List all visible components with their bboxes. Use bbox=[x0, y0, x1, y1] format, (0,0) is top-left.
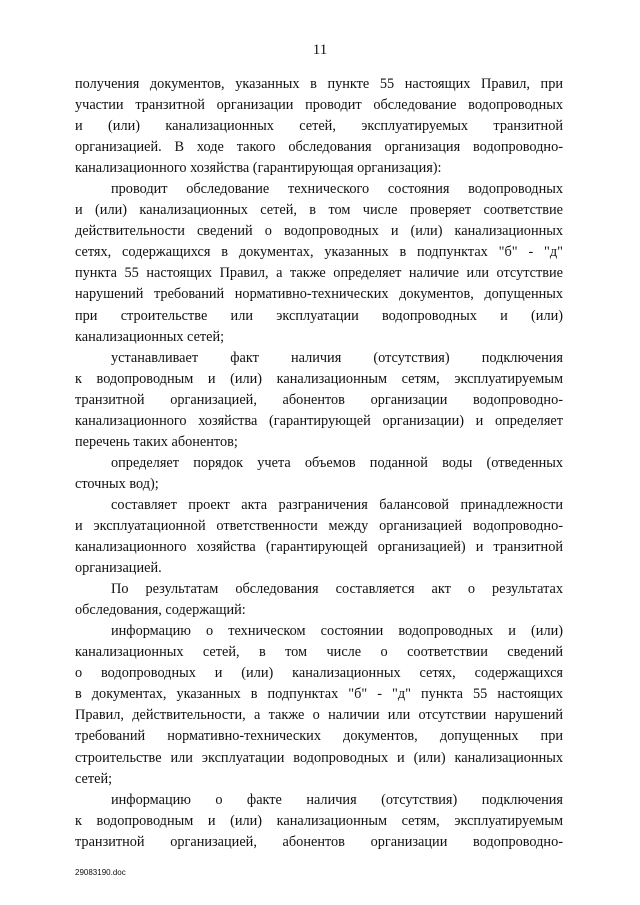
text-line: строительстве или эксплуатации водопроводных и (или) канализационных bbox=[75, 749, 563, 766]
text-line: сетей; bbox=[75, 770, 113, 787]
text-line: нарушений требований нормативно-технических документов, допущенных bbox=[75, 286, 563, 303]
text-line: к водопроводным и (или) канализационным сетям, эксплуатируемым bbox=[75, 370, 563, 387]
text-line: составляет проект акта разграничения балансовой принадлежности bbox=[111, 496, 563, 513]
text-line: о водопроводных и (или) канализационных сетях, содержащихся bbox=[75, 665, 563, 682]
text-line: определяет порядок учета объемов поданной воды (отведенных bbox=[111, 454, 563, 471]
text-line: и (или) канализационных сетей, эксплуатируемых транзитной bbox=[75, 118, 563, 135]
text-line: обследования, содержащий: bbox=[75, 602, 246, 619]
text-line: проводит обследование технического состояния водопроводных bbox=[111, 181, 563, 198]
text-line: канализационного хозяйства (гарантирующая организация): bbox=[75, 160, 442, 177]
text-line: перечень таких абонентов; bbox=[75, 433, 238, 450]
text-line: участии транзитной организации проводит обследование водопроводных bbox=[75, 97, 563, 114]
text-line: транзитной организацией, абонентов организации водопроводно- bbox=[75, 833, 563, 850]
text-line: пункта 55 настоящих Правил, а также определяет наличие или отсутствие bbox=[75, 265, 563, 282]
text-line: канализационных сетей, в том числе о соответствии сведений bbox=[75, 644, 563, 661]
text-line: Правил, действительности, а также о наличии или отсутствии нарушений bbox=[75, 707, 563, 724]
text-line: транзитной организацией, абонентов организации водопроводно- bbox=[75, 391, 563, 408]
text-line: организацией. bbox=[75, 560, 162, 577]
text-line: информацию о факте наличия (отсутствия) подключения bbox=[111, 791, 563, 808]
text-line: действительности сведений о водопроводных и (или) канализационных bbox=[75, 223, 563, 240]
text-line: канализационного хозяйства (гарантирующей организации) и определяет bbox=[75, 412, 563, 429]
text-line: и эксплуатационной ответственности между организацией водопроводно- bbox=[75, 517, 563, 534]
text-line: устанавливает факт наличия (отсутствия) подключения bbox=[111, 349, 563, 366]
text-line: По результатам обследования составляется акт о результатах bbox=[111, 581, 563, 598]
text-line: организацией. В ходе такого обследования организация водопроводно- bbox=[75, 139, 563, 156]
document-footer-id: 29083190.doc bbox=[75, 868, 126, 877]
text-line: в документах, указанных в подпунктах "б" - "д" пункта 55 настоящих bbox=[75, 686, 563, 703]
text-line: и (или) канализационных сетей, в том числе проверяет соответствие bbox=[75, 202, 563, 219]
text-line: канализационных сетей; bbox=[75, 328, 225, 345]
text-line: сетях, содержащихся в документах, указанных в подпунктах "б" - "д" bbox=[75, 244, 563, 261]
text-line: при строительстве или эксплуатации водопроводных и (или) bbox=[75, 307, 563, 324]
body-text bbox=[75, 74, 563, 853]
text-line: информацию о техническом состоянии водопроводных и (или) bbox=[111, 623, 563, 640]
page-number: 11 bbox=[312, 42, 328, 58]
text-line: получения документов, указанных в пункте 55 настоящих Правил, при bbox=[75, 76, 563, 92]
text-line: требований нормативно-технических документов, допущенных при bbox=[75, 728, 563, 745]
text-line: сточных вод); bbox=[75, 475, 159, 492]
text-line: канализационного хозяйства (гарантирующей организацией) и транзитной bbox=[75, 539, 563, 556]
text-line: к водопроводным и (или) канализационным сетям, эксплуатируемым bbox=[75, 812, 563, 829]
